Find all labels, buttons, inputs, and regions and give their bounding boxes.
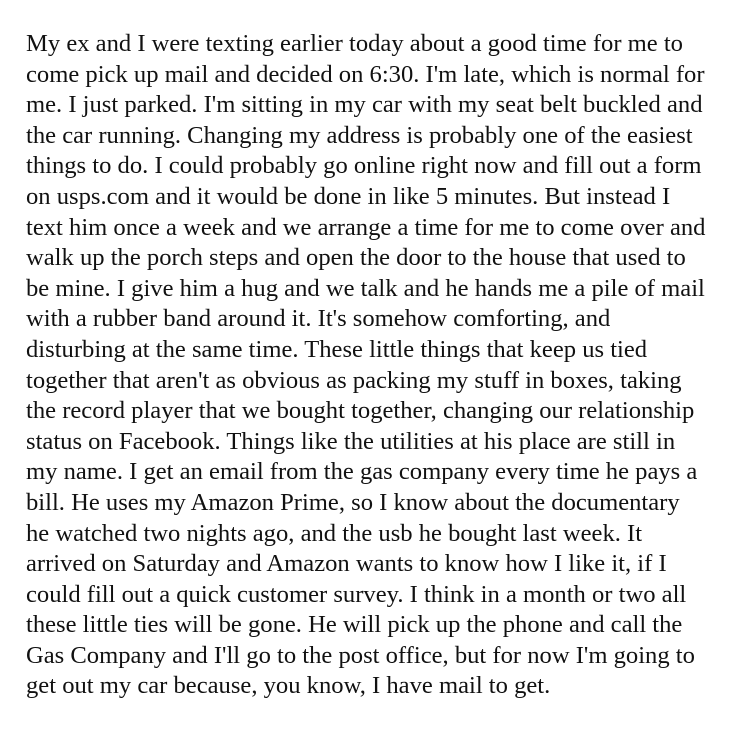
text-line-10: with a rubber band around it. It's somehow comforting, and <box>26 305 611 333</box>
text-line-19: could fill out a quick customer survey. I think in a month or two all <box>26 580 687 608</box>
text-line-7: text him once a week and we arrange a time for me to come over and <box>26 213 706 241</box>
text-line-14: status on Facebook. Things like the utilities at his place are still in <box>26 427 676 455</box>
text-line-2: come pick up mail and decided on 6:30. I'm late, which is normal for <box>26 60 705 88</box>
text-line-9: be mine. I give him a hug and we talk and he hands me a pile of mail <box>26 274 705 302</box>
text-line-11: disturbing at the same time. These little things that keep us tied <box>26 335 648 363</box>
text-line-13: the record player that we bought together, changing our relationship <box>26 397 695 425</box>
text-line-17: he watched two nights ago, and the usb he bought last week. It <box>26 519 643 547</box>
text-line-1: My ex and I were texting earlier today about a good time for me to <box>26 30 683 57</box>
text-line-18: arrived on Saturday and Amazon wants to know how I like it, if I <box>26 550 667 578</box>
text-line-8: walk up the porch steps and open the door to the house that used to <box>26 244 686 272</box>
body-text <box>26 29 731 702</box>
text-line-12: together that aren't as obvious as packing my stuff in boxes, taking <box>26 366 682 394</box>
text-line-16: bill. He uses my Amazon Prime, so I know about the documentary <box>26 488 680 516</box>
text-line-3: me. I just parked. I'm sitting in my car with my seat belt buckled and <box>26 91 703 119</box>
text-line-4: the car running. Changing my address is probably one of the easiest <box>26 121 693 149</box>
text-line-5: things to do. I could probably go online right now and fill out a form <box>26 152 702 180</box>
text-line-21: Gas Company and I'll go to the post office, but for now I'm going to <box>26 641 695 669</box>
text-line-6: on usps.com and it would be done in like 5 minutes. But instead I <box>26 182 671 210</box>
text-line-22: get out my car because, you know, I have mail to get. <box>26 672 551 700</box>
text-line-15: my name. I get an email from the gas company every time he pays a <box>26 458 698 486</box>
text-line-20: these little ties will be gone. He will pick up the phone and call the <box>26 611 683 639</box>
